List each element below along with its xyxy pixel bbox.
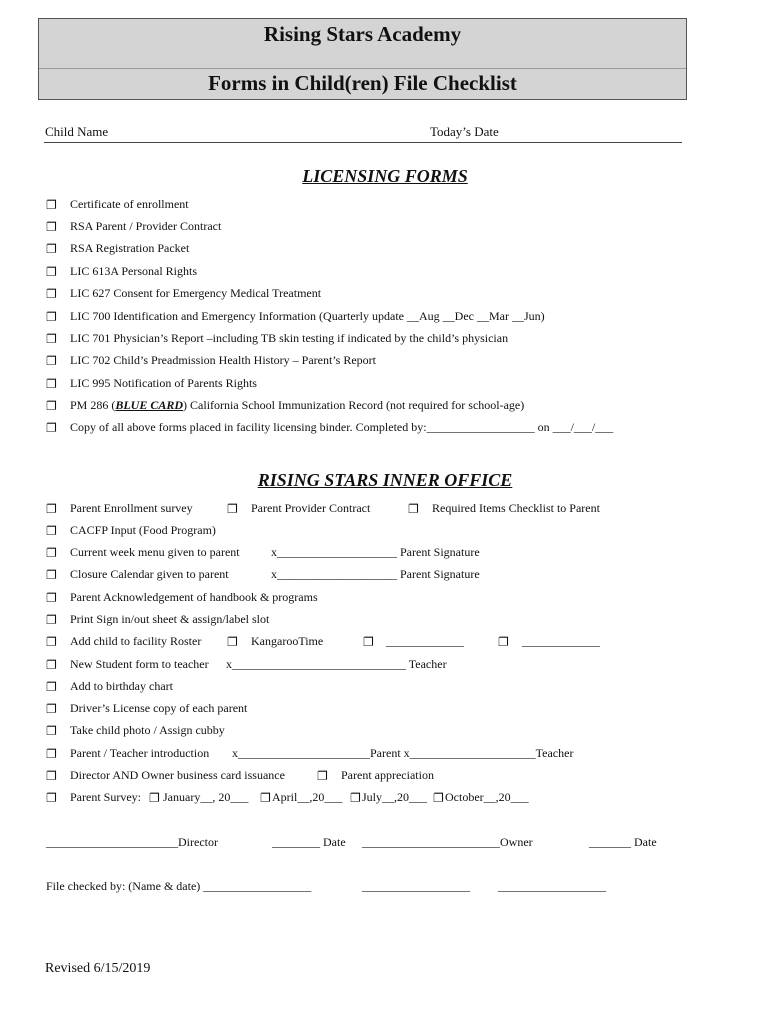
checkbox-icon[interactable]: ❐ xyxy=(46,658,57,672)
required-items-label: Required Items Checklist to Parent xyxy=(432,501,600,515)
intro-item[interactable]: ❐ Parent / Teacher introduction x______________________Parent x_____________________Teacher xyxy=(46,746,574,761)
checkbox-icon[interactable]: ❐ xyxy=(46,332,57,346)
survey-april: April__,20___ xyxy=(272,790,343,804)
parent-signature-line: x____________________ Parent Signature xyxy=(271,545,480,559)
teacher-signature-line: x_____________________________ Teacher xyxy=(226,657,447,671)
checkbox-icon[interactable]: ❐ xyxy=(46,769,57,783)
checkbox-icon[interactable]: ❐ xyxy=(149,791,160,805)
survey-july: July__,20___ xyxy=(362,790,428,804)
director-signature: ______________________Director xyxy=(46,835,218,849)
survey-october: October__,20___ xyxy=(445,790,529,804)
checkbox-icon[interactable]: ❐ xyxy=(46,421,57,435)
menu-item[interactable]: ❐ Current week menu given to parent x____________________ Parent Signature xyxy=(46,545,480,560)
child-name-label: Child Name xyxy=(45,124,109,139)
intro-signature-line: x______________________Parent x_____________________Teacher xyxy=(232,746,574,760)
kangarootime-label: KangarooTime xyxy=(251,634,324,648)
checkbox-icon[interactable]: ❐ xyxy=(46,591,57,605)
survey-item: ❐ Parent Survey: ❐ January__, 20___ ❐ April__,20___ ❐ July__,20___ ❐ October__,20___ xyxy=(46,790,529,805)
checkbox-icon[interactable]: ❐ xyxy=(227,502,238,516)
checkbox-icon[interactable]: ❐ xyxy=(498,635,509,649)
checkbox-icon[interactable]: ❐ xyxy=(46,354,57,368)
blue-card-label: BLUE CARD xyxy=(115,398,184,412)
closure-item[interactable]: ❐ Closure Calendar given to parent x____________________ Parent Signature xyxy=(46,567,480,582)
title-box xyxy=(38,18,687,100)
checkbox-icon[interactable]: ❐ xyxy=(408,502,419,516)
file-checked-blank: __________________ xyxy=(498,879,606,893)
checkbox-icon[interactable]: ❐ xyxy=(46,399,57,413)
appreciation-label: Parent appreciation xyxy=(341,768,434,782)
enrollment-survey-label: Parent Enrollment survey xyxy=(70,501,193,515)
checkbox-icon[interactable]: ❐ xyxy=(227,635,238,649)
title-divider xyxy=(39,68,686,69)
owner-signature: _______________________Owner xyxy=(362,835,533,849)
checkbox-icon[interactable]: ❐ xyxy=(46,635,57,649)
checkbox-icon[interactable]: ❐ xyxy=(46,613,57,627)
checkbox-icon[interactable]: ❐ xyxy=(46,242,57,256)
new-student-item[interactable]: ❐ New Student form to teacher x_____________________________ Teacher xyxy=(46,657,447,672)
inner-office-row-1 xyxy=(46,501,746,521)
name-date-line xyxy=(44,142,682,143)
licensing-heading: LICENSING FORMS xyxy=(302,166,468,186)
parent-signature-line: x____________________ Parent Signature xyxy=(271,567,480,581)
blank-line: _____________ xyxy=(522,634,600,648)
checkbox-icon[interactable]: ❐ xyxy=(46,287,57,301)
checkbox-icon[interactable]: ❐ xyxy=(46,791,57,805)
file-checked-blank: __________________ xyxy=(362,879,470,893)
business-card-item: ❐ Director AND Owner business card issuance ❐ Parent appreciation xyxy=(46,768,434,783)
revised-date: Revised 6/15/2019 xyxy=(45,961,151,976)
checkbox-icon[interactable]: ❐ xyxy=(46,724,57,738)
roster-item: ❐ Add child to facility Roster ❐ KangarooTime ❐ _____________ ❐ _____________ xyxy=(46,634,600,649)
checkbox-icon[interactable]: ❐ xyxy=(46,568,57,582)
checkbox-icon[interactable]: ❐ xyxy=(363,635,374,649)
provider-contract-label: Parent Provider Contract xyxy=(251,501,371,515)
checkbox-icon[interactable]: ❐ xyxy=(433,791,444,805)
checkbox-icon[interactable]: ❐ xyxy=(46,524,57,538)
page-subtitle: Forms in Child(ren) File Checklist xyxy=(208,71,517,95)
file-checked-label: File checked by: (Name & date) __________________ xyxy=(46,879,312,893)
checkbox-icon[interactable]: ❐ xyxy=(350,791,361,805)
director-date: ________ Date xyxy=(272,835,346,849)
inner-office-heading: RISING STARS INNER OFFICE xyxy=(257,470,513,490)
blank-line: _____________ xyxy=(386,634,464,648)
checkbox-icon[interactable]: ❐ xyxy=(260,791,271,805)
page-title: Rising Stars Academy xyxy=(263,22,462,46)
checkbox-icon[interactable]: ❐ xyxy=(46,546,57,560)
checkbox-icon[interactable]: ❐ xyxy=(46,747,57,761)
checkbox-icon[interactable]: ❐ xyxy=(46,198,57,212)
owner-date: _______ Date xyxy=(589,835,657,849)
checkbox-icon[interactable]: ❐ xyxy=(317,769,328,783)
todays-date-label: Today’s Date xyxy=(430,124,499,139)
checkbox-icon[interactable]: ❐ xyxy=(46,377,57,391)
checkbox-icon[interactable]: ❐ xyxy=(46,265,57,279)
checkbox-icon[interactable]: ❐ xyxy=(46,502,57,516)
survey-january: January__, 20___ xyxy=(163,790,249,804)
checkbox-icon[interactable]: ❐ xyxy=(46,310,57,324)
checkbox-icon[interactable]: ❐ xyxy=(46,220,57,234)
checkbox-icon[interactable]: ❐ xyxy=(46,680,57,694)
checkbox-icon[interactable]: ❐ xyxy=(46,702,57,716)
